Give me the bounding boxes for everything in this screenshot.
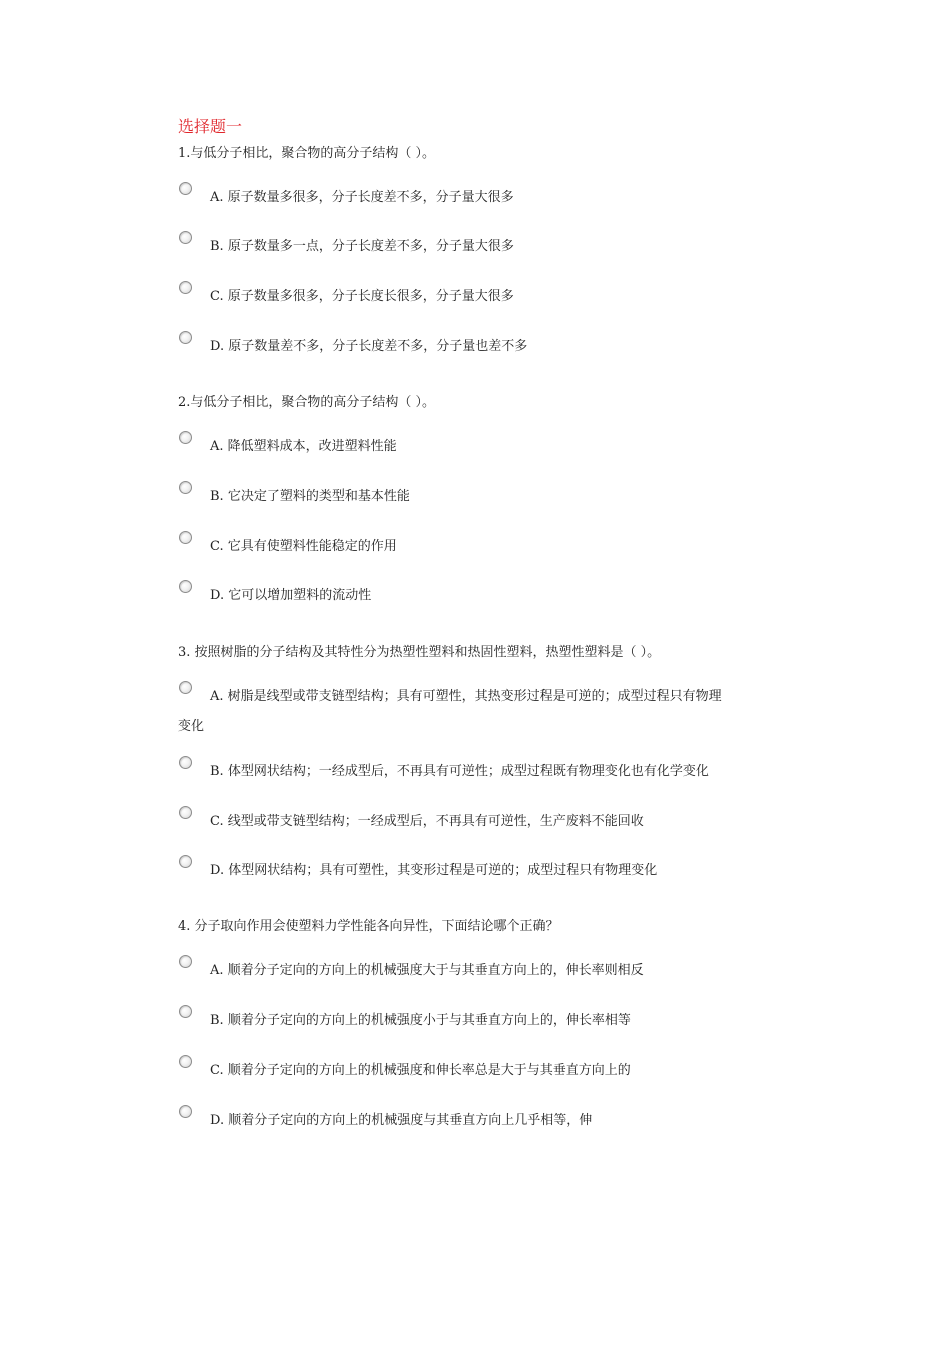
question-3-option-d[interactable] — [178, 855, 798, 885]
radio-button[interactable] — [179, 580, 192, 593]
option-label: A. 树脂是线型或带支链型结构；具有可塑性，其热变形过程是可逆的；成型过程只有物理 — [210, 689, 722, 704]
question-3-option-a[interactable] — [178, 681, 798, 711]
section-title: 选择题一 — [178, 117, 243, 136]
question-3-option-c[interactable] — [178, 806, 798, 836]
radio-button[interactable] — [179, 1055, 192, 1068]
question-3-option-b[interactable] — [178, 756, 798, 786]
question-4-option-a[interactable] — [178, 955, 798, 985]
question-3-option-a-continuation: 变化 — [178, 719, 205, 734]
option-label: C. 它具有使塑料性能稳定的作用 — [210, 539, 397, 554]
option-label: A. 原子数量多很多，分子长度差不多，分子量大很多 — [210, 190, 514, 205]
option-label: D. 原子数量差不多，分子长度差不多，分子量也差不多 — [210, 339, 528, 354]
question-4-option-c[interactable] — [178, 1055, 798, 1085]
option-label: A. 顺着分子定向的方向上的机械强度大于与其垂直方向上的，伸长率则相反 — [210, 963, 644, 978]
question-3-text: 3. 按照树脂的分子结构及其特性分为热塑性塑料和热固性塑料，热塑性塑料是（ ）。 — [178, 645, 661, 660]
radio-button[interactable] — [179, 331, 192, 344]
option-label: D. 顺着分子定向的方向上的机械强度与其垂直方向上几乎相等，伸 — [210, 1113, 593, 1128]
option-label: C. 原子数量多很多，分子长度长很多，分子量大很多 — [210, 289, 514, 304]
radio-button[interactable] — [179, 806, 192, 819]
radio-button[interactable] — [179, 531, 192, 544]
option-label: C. 线型或带支链型结构；一经成型后，不再具有可逆性，生产废料不能回收 — [210, 814, 644, 829]
radio-button[interactable] — [179, 955, 192, 968]
radio-button[interactable] — [179, 1105, 192, 1118]
question-4-text: 4. 分子取向作用会使塑料力学性能各向异性，下面结论哪个正确？ — [178, 919, 559, 934]
radio-button[interactable] — [179, 281, 192, 294]
radio-button[interactable] — [179, 231, 192, 244]
question-1-option-d[interactable] — [178, 331, 798, 361]
question-4-option-d[interactable] — [178, 1105, 798, 1135]
radio-button[interactable] — [179, 182, 192, 195]
option-label: A. 降低塑料成本，改进塑料性能 — [210, 439, 397, 454]
question-1-text: 1.与低分子相比，聚合物的高分子结构（ ）。 — [178, 146, 436, 161]
question-1-option-a[interactable] — [178, 182, 798, 212]
radio-button[interactable] — [179, 756, 192, 769]
question-4-option-b[interactable] — [178, 1005, 798, 1035]
option-label: C. 顺着分子定向的方向上的机械强度和伸长率总是大于与其垂直方向上的 — [210, 1063, 631, 1078]
option-label: D. 体型网状结构；具有可塑性，其变形过程是可逆的；成型过程只有物理变化 — [210, 863, 658, 878]
radio-button[interactable] — [179, 855, 192, 868]
option-label: B. 原子数量多一点，分子长度差不多，分子量大很多 — [210, 239, 514, 254]
option-label: B. 它决定了塑料的类型和基本性能 — [210, 489, 410, 504]
radio-button[interactable] — [179, 681, 192, 694]
radio-button[interactable] — [179, 431, 192, 444]
radio-button[interactable] — [179, 481, 192, 494]
question-2-option-b[interactable] — [178, 481, 798, 511]
question-1-option-c[interactable] — [178, 281, 798, 311]
question-2-option-a[interactable] — [178, 431, 798, 461]
option-label: B. 体型网状结构；一经成型后，不再具有可逆性；成型过程既有物理变化也有化学变化 — [210, 764, 709, 779]
question-2-option-d[interactable] — [178, 580, 798, 610]
question-2-option-c[interactable] — [178, 531, 798, 561]
option-label: D. 它可以增加塑料的流动性 — [210, 588, 372, 603]
question-1-option-b[interactable] — [178, 231, 798, 261]
option-label: B. 顺着分子定向的方向上的机械强度小于与其垂直方向上的，伸长率相等 — [210, 1013, 631, 1028]
radio-button[interactable] — [179, 1005, 192, 1018]
question-2-text: 2.与低分子相比，聚合物的高分子结构（ ）。 — [178, 395, 436, 410]
